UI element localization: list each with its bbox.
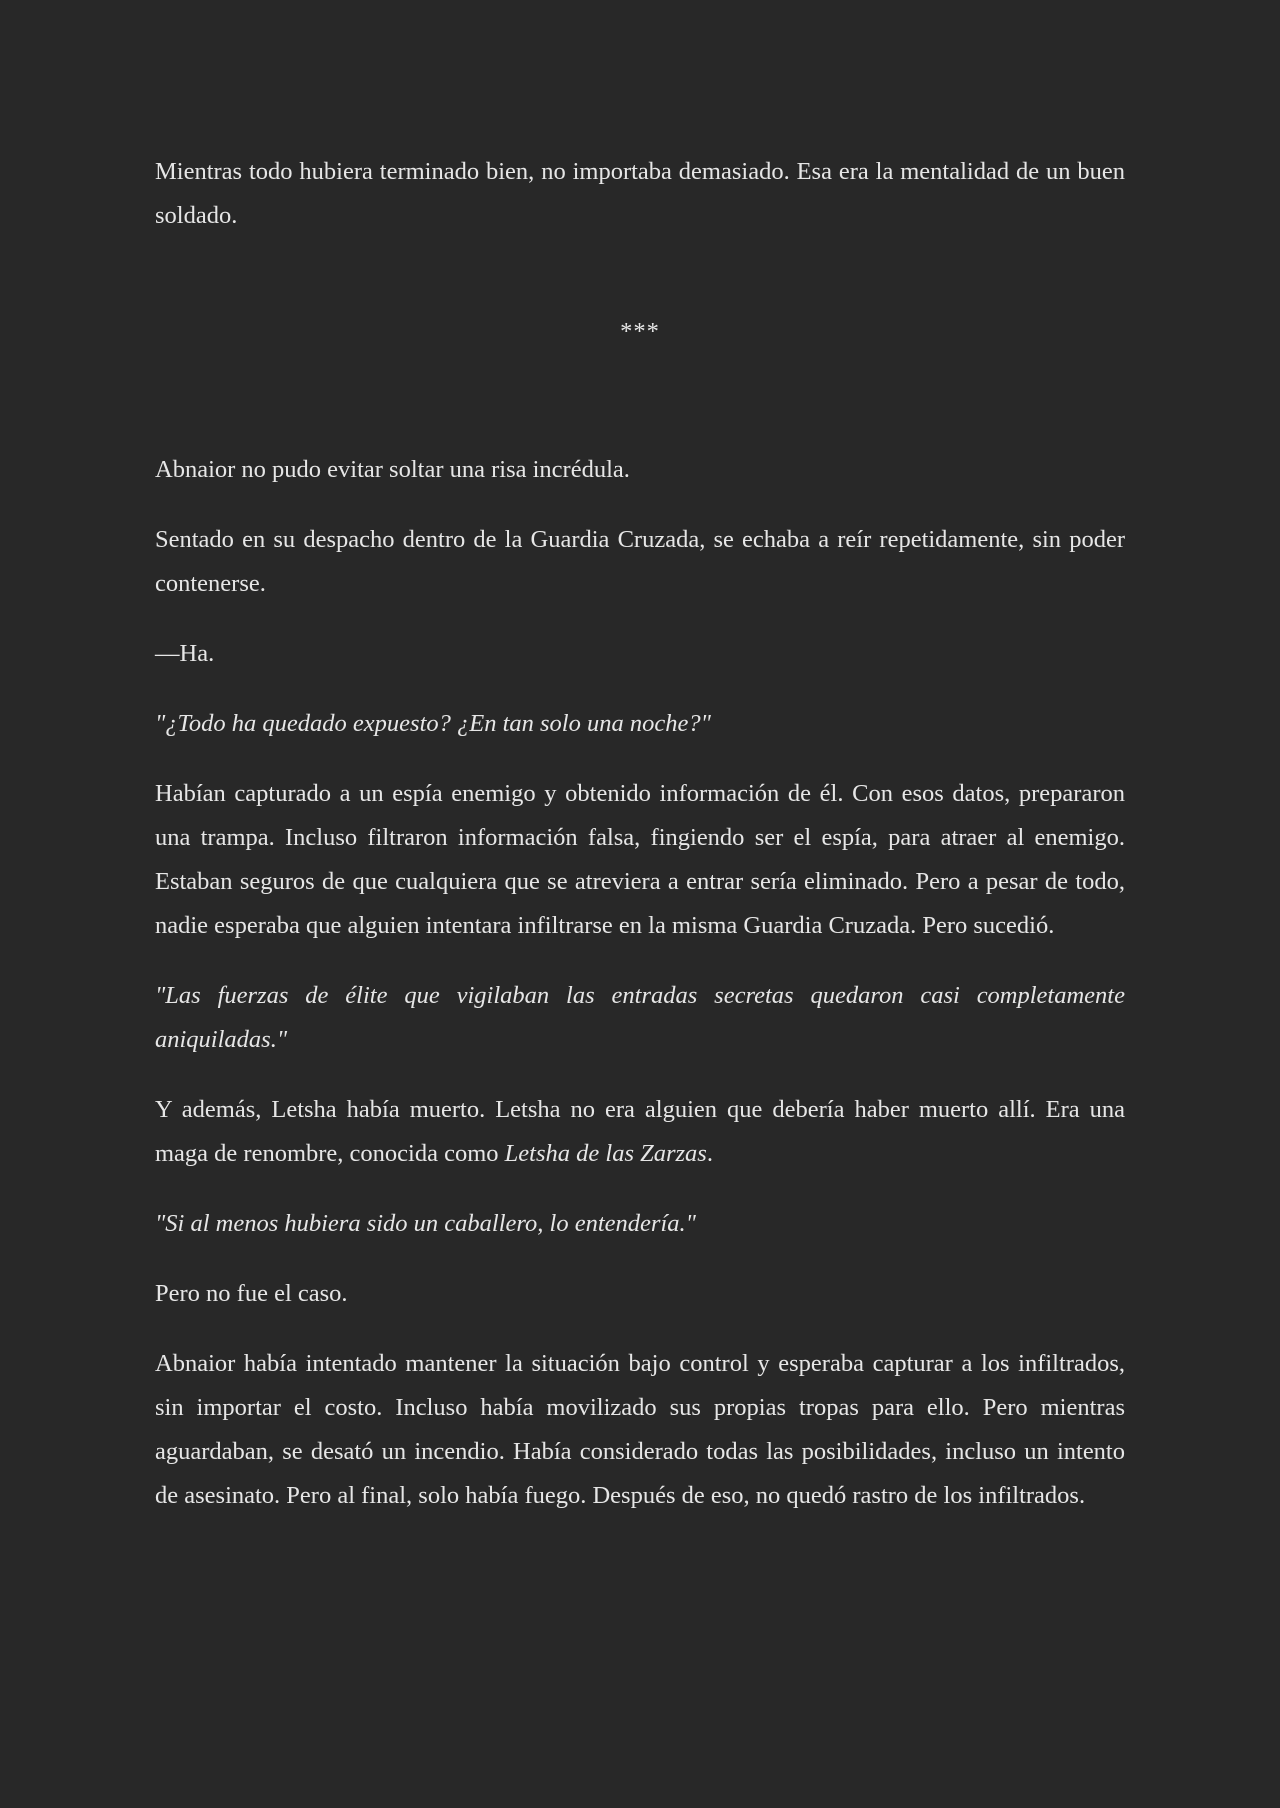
thought-paragraph (155, 974, 1125, 1062)
thought-text: "Las fuerzas de élite que vigilaban las entradas secretas quedaron casi completamente aniquiladas." (155, 982, 1125, 1053)
paragraph (155, 1088, 1125, 1176)
paragraph: Abnaior no pudo evitar soltar una risa incrédula. (155, 456, 630, 483)
reading-page (155, 150, 1125, 1544)
thought-text: "Si al menos hubiera sido un caballero, lo entendería." (155, 1210, 696, 1237)
thought-text: "¿Todo ha quedado expuesto? ¿En tan solo una noche?" (155, 710, 711, 737)
paragraph: Sentado en su despacho dentro de la Guardia Cruzada, se echaba a reír repetidamente, sin poder contenerse. (155, 526, 1125, 597)
paragraph: Mientras todo hubiera terminado bien, no importaba demasiado. Esa era la mentalidad de un buen soldado. (155, 158, 1125, 229)
paragraph: —Ha. (155, 640, 215, 667)
thought-paragraph (155, 1202, 1125, 1246)
paragraph-text: Y además, Letsha había muerto. Letsha no era alguien que debería haber muerto allí. Era una maga de renombre, conocida como (155, 1096, 1125, 1167)
thought-paragraph (155, 702, 1125, 746)
paragraph: Pero no fue el caso. (155, 1280, 348, 1307)
paragraph-text: . (706, 1140, 713, 1167)
emphasis-text: Letsha de las Zarzas (504, 1140, 707, 1167)
paragraph: Abnaior había intentado mantener la situación bajo control y esperaba capturar a los infiltrados, sin importar el costo. Incluso había movilizado sus propias tropas para ello. Pero mientras aguardaban, se desató un incendio. Había considerado todas las posibilidades, incluso un intento de asesinato. Pero al final, solo había fuego. Después de eso, no quedó rastro de los infiltrados. (155, 1350, 1125, 1509)
paragraph: Habían capturado a un espía enemigo y obtenido información de él. Con esos datos, prepararon una trampa. Incluso filtraron información falsa, fingiendo ser el espía, para atraer al enemigo. Estaban seguros de que cualquiera que se atreviera a entrar sería eliminado. Pero a pesar de todo, nadie esperaba que alguien intentara infiltrarse en la misma Guardia Cruzada. Pero sucedió. (155, 780, 1125, 939)
scene-separator: *** (620, 318, 660, 345)
